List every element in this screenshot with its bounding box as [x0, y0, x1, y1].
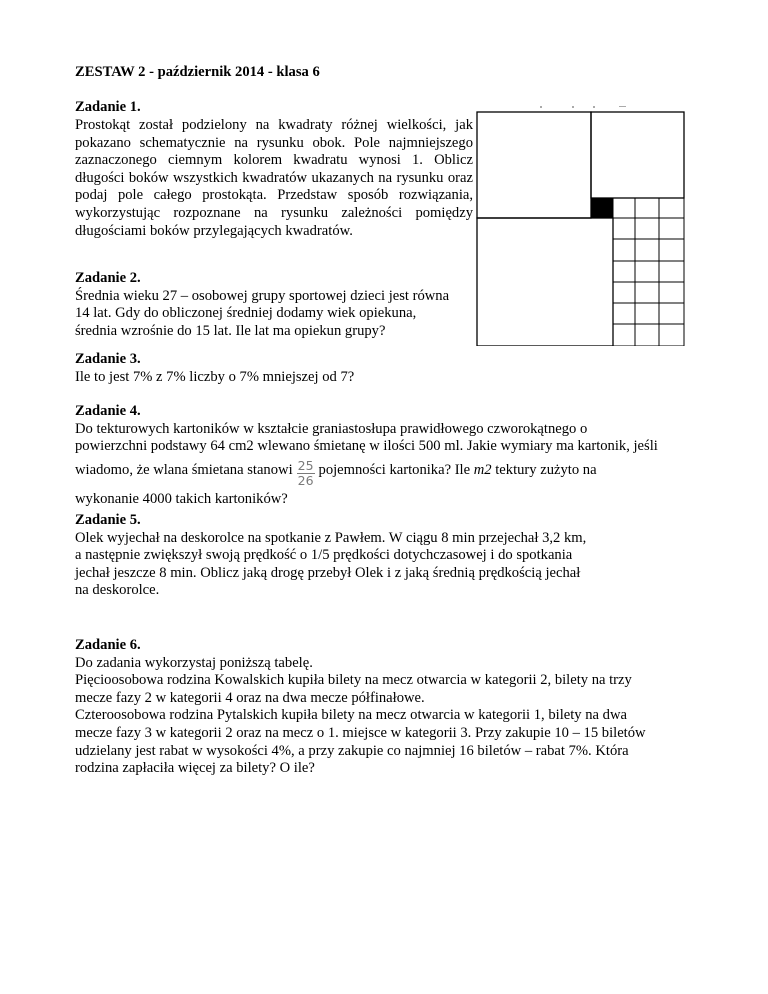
task-6-line: Pięcioosobowa rodzina Kowalskich kupiła bilety na mecz otwarcia w kategorii 2, bilety na trzy	[75, 672, 632, 689]
task-6	[75, 637, 646, 778]
fraction-numerator: 25	[297, 457, 314, 473]
task-2-line: Średnia wieku 27 – osobowej grupy sportowej dzieci jest równa	[75, 287, 450, 304]
task-5-line: na deskorolce.	[75, 582, 160, 599]
task-5-line: jechał jeszcze 8 min. Oblicz jaką drogę przebył Olek i z jaką średnią prędkością jechał	[75, 564, 581, 581]
task-1-text: Prostokąt został podzielony na kwadraty różnej wielkości, jak pokazano schematycznie na rysunku obok. Pole najmniejszego zaznaczonego ciemnym kolorem kwadratu wynosi 1. Oblicz długości boków wszystkich kwadratów ukazanych na rysunku oraz podaj pole całego prostokąta. Przedstaw sposób rozwiązania, wykorzystując rozpoznane na rysunku zależności pomiędzy długościami boków przylegających kwadratów.	[75, 117, 473, 239]
task-6-line: Czteroosobowa rodzina Pytalskich kupiła bilety na mecz otwarcia w kategorii 1, bilety na dwa	[75, 707, 627, 724]
task-4-line: powierzchni podstawy 64 cm2 wlewano śmietanę w ilości 500 ml. Jakie wymiary ma kartonik, jeśli	[75, 438, 658, 455]
task-4-text: wiadomo, że wlana śmietana stanowi	[75, 461, 293, 478]
figure-top-ticks	[541, 106, 626, 108]
task-6-line: mecze fazy 2 w kategorii 4 oraz na dwa mecze półfinałowe.	[75, 689, 425, 706]
task-5-heading: Zadanie 5.	[75, 512, 141, 528]
task-5-line: Olek wyjechał na deskorolce na spotkanie z Pawłem. W ciągu 8 min przejechał 3,2 km,	[75, 529, 587, 546]
task-3-line: Ile to jest 7% z 7% liczby o 7% mniejszej od 7?	[75, 368, 355, 385]
task-2-line: średnia wzrośnie do 15 lat. Ile lat ma opiekun grupy?	[75, 322, 386, 339]
task-2-line: 14 lat. Gdy do obliczonej średniej dodamy wiek opiekuna,	[75, 305, 417, 322]
task-2-heading: Zadanie 2.	[75, 270, 141, 286]
task-1-heading: Zadanie 1.	[75, 99, 141, 115]
square-top-right	[591, 112, 684, 198]
fraction-denominator: 26	[297, 472, 314, 488]
square-top-left	[477, 112, 591, 218]
unit-m2: m2	[473, 461, 492, 478]
task-4-heading: Zadanie 4.	[75, 403, 141, 419]
task-6-line: mecze fazy 3 w kategorii 2 oraz na mecz o 1. miejsce w kategorii 3. Przy zakupie 10 – 15 biletów	[75, 724, 646, 741]
task-6-line: rodzina zapłaciła więcej za bilety? O ile?	[75, 760, 315, 777]
square-bottom-left	[477, 218, 613, 346]
task-3-heading: Zadanie 3.	[75, 351, 141, 367]
fraction	[297, 459, 315, 488]
smallest-square-dark	[591, 198, 613, 218]
task-5-line: a następnie zwiększył swoją prędkość o 1/5 prędkości dotychczasowej i do spotkania	[75, 547, 573, 564]
task-6-heading: Zadanie 6.	[75, 637, 141, 653]
task-3	[75, 351, 354, 386]
task-4-line-with-fraction	[75, 456, 658, 488]
task-2	[75, 270, 449, 340]
task-6-line: Do zadania wykorzystaj poniższą tabelę.	[75, 654, 313, 671]
task-4	[75, 403, 658, 508]
task-4-line: Do tekturowych kartoników w kształcie graniastosłupa prawidłowego czworokątnego o	[75, 420, 588, 437]
task-6-line: udzielany jest rabat w wysokości 4%, a przy zakupie co najmniej 16 biletów – rabat 7%. Która	[75, 742, 629, 759]
task-5	[75, 512, 586, 600]
squares-figure	[476, 106, 686, 346]
task-4-text: pojemności kartonika? Ile	[318, 461, 471, 478]
task-4-line: wykonanie 4000 takich kartoników?	[75, 490, 288, 507]
task-4-text: tektury zużyto na	[495, 461, 597, 478]
page-title: ZESTAW 2 - październik 2014 - klasa 6	[75, 64, 320, 80]
